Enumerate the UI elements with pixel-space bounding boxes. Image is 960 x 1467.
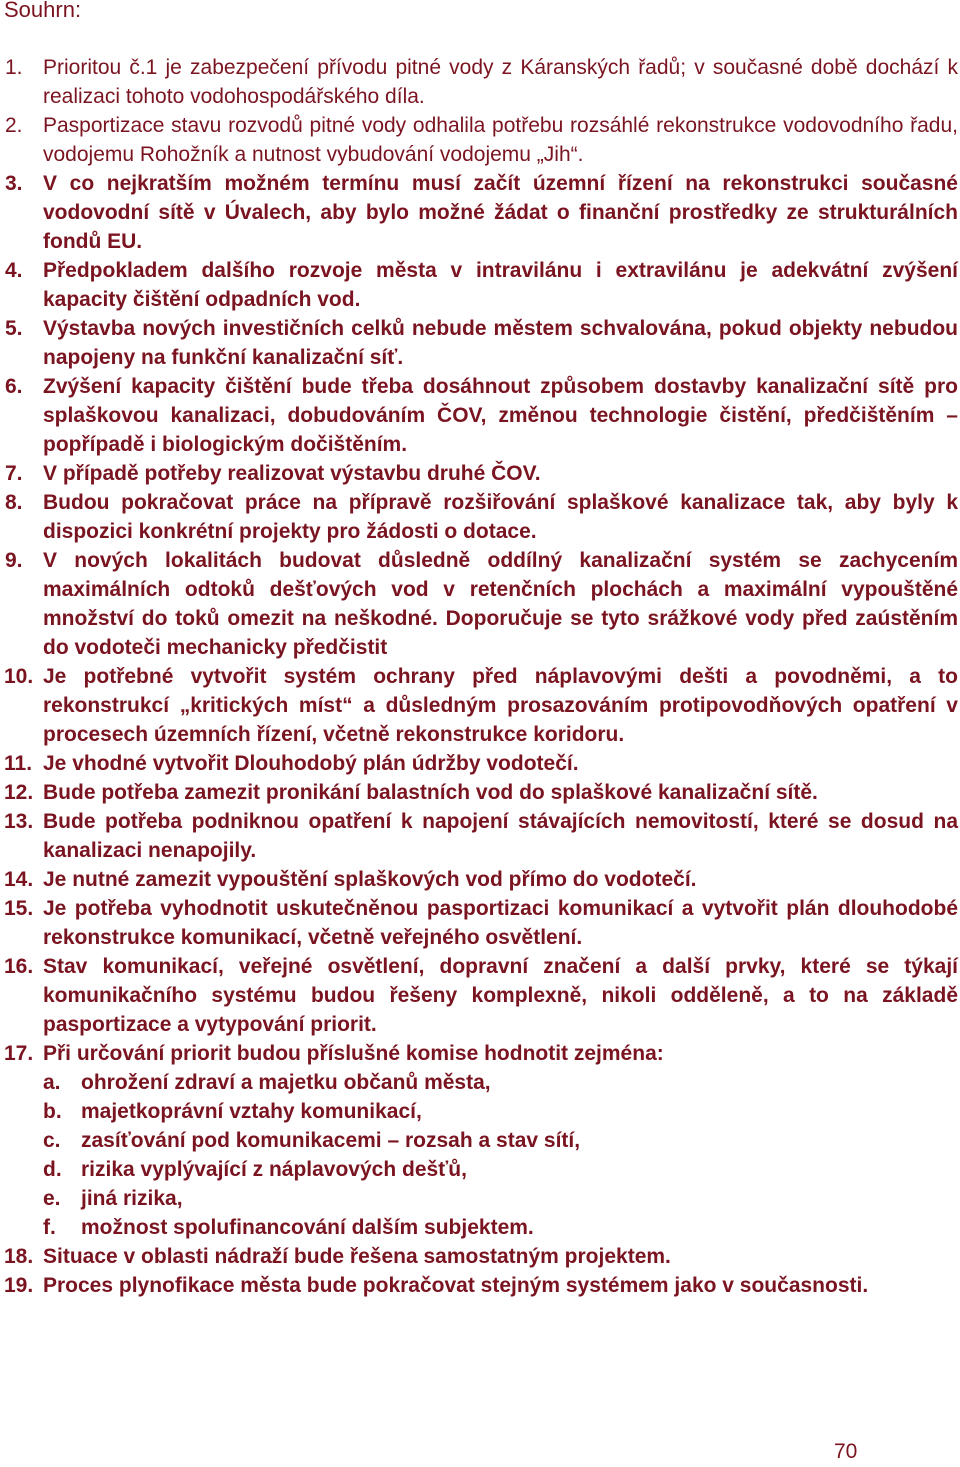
subitem-text: majetkoprávní vztahy komunikací, — [81, 1100, 422, 1123]
list-item-19 — [0, 1271, 958, 1300]
item-text: Při určování priorit budou příslušné komise hodnotit zejména: — [43, 1042, 664, 1065]
subitem-letter: a. — [43, 1071, 61, 1094]
item-number: 16. — [4, 955, 34, 978]
page-number: 70 — [834, 1440, 858, 1463]
item-number: 4. — [5, 259, 23, 282]
item-number: 6. — [5, 375, 23, 398]
summary-list — [0, 53, 958, 1300]
item-number: 1. — [5, 56, 23, 79]
item-text: Budou pokračovat práce na přípravě rozšiřování splaškové kanalizace tak, aby byly k dispozici konkrétní projekty pro žádosti o dotace. — [43, 491, 958, 543]
item-text: Bude potřeba zamezit pronikání balastních vod do splaškové kanalizační sítě. — [43, 781, 818, 804]
list-item-6 — [0, 372, 958, 459]
list-item-7 — [0, 459, 958, 488]
item-text: Předpokladem dalšího rozvoje města v intravilánu i extravilánu je adekvátní zvýšení kapacity čištění odpadních vod. — [43, 259, 958, 311]
list-item-12 — [0, 778, 958, 807]
item-number: 10. — [4, 665, 34, 688]
sublist-item-c — [43, 1126, 958, 1155]
item-number: 18. — [4, 1245, 34, 1268]
list-item-5 — [0, 314, 958, 372]
subitem-text: jiná rizika, — [81, 1187, 183, 1210]
item-number: 13. — [4, 810, 34, 833]
list-item-8 — [0, 488, 958, 546]
list-item-2 — [0, 111, 958, 169]
list-item-1 — [0, 53, 958, 111]
item-text: V případě potřeby realizovat výstavbu druhé ČOV. — [43, 462, 541, 485]
list-item-17 — [0, 1039, 958, 1242]
item-number: 7. — [5, 462, 23, 485]
item-text: Zvýšení kapacity čištění bude třeba dosáhnout způsobem dostavby kanalizační sítě pro splaškovou kanalizaci, dobudováním ČOV, změnou technologie čistění, předčištěním – popřípadě i biologickým dočištěním. — [43, 375, 958, 456]
item-text: Prioritou č.1 je zabezpečení přívodu pitné vody z Káranských řadů; v současné době dochází k realizaci tohoto vodohospodářského díla. — [43, 56, 958, 108]
item-text: Je nutné zamezit vypouštění splaškových vod přímo do vodotečí. — [43, 868, 697, 891]
item-text: Pasportizace stavu rozvodů pitné vody odhalila potřebu rozsáhlé rekonstrukce vodovodního řadu, vodojemu Rohožník a nutnost vybudování vodojemu „Jih“. — [43, 114, 958, 166]
item-number: 15. — [4, 897, 34, 920]
list-item-11 — [0, 749, 958, 778]
page-heading: Souhrn: — [4, 0, 82, 22]
sublist-item-f — [43, 1213, 958, 1242]
subitem-text: možnost spolufinancování dalším subjektem. — [81, 1216, 534, 1239]
item-text: Situace v oblasti nádraží bude řešena samostatným projektem. — [43, 1245, 671, 1268]
list-item-14 — [0, 865, 958, 894]
list-item-15 — [0, 894, 958, 952]
subitem-letter: c. — [43, 1129, 61, 1152]
item-number: 9. — [5, 549, 23, 572]
subitem-letter: b. — [43, 1100, 62, 1123]
list-item-13 — [0, 807, 958, 865]
list-item-18 — [0, 1242, 958, 1271]
item-number: 12. — [4, 781, 34, 804]
item-number: 2. — [5, 114, 23, 137]
sublist-item-b — [43, 1097, 958, 1126]
item-number: 17. — [4, 1042, 34, 1065]
item-text: Je potřebné vytvořit systém ochrany před náplavovými dešti a povodněmi, a to rekonstrukcí „kritických míst“ a důsledným prosazováním protipovodňových opatření v procesech územních řízení, včetně rekonstrukce koridoru. — [43, 665, 958, 746]
sublist-item-a — [43, 1068, 958, 1097]
list-item-16 — [0, 952, 958, 1039]
item-number: 8. — [5, 491, 23, 514]
subitem-letter: f. — [43, 1216, 56, 1239]
item-text: Stav komunikací, veřejné osvětlení, dopravní značení a další prvky, které se týkají komunikačního systému budou řešeny komplexně, nikoli odděleně, a to na základě pasportizace a vytypování priorit. — [43, 955, 958, 1036]
item-number: 19. — [4, 1274, 34, 1297]
item-number: 5. — [5, 317, 23, 340]
subitem-letter: d. — [43, 1158, 62, 1181]
item-number: 3. — [5, 172, 23, 195]
subitem-text: rizika vyplývající z náplavových dešťů, — [81, 1158, 467, 1181]
item-text: Je potřeba vyhodnotit uskutečněnou pasportizaci komunikací a vytvořit plán dlouhodobé rekonstrukce komunikací, včetně veřejného osvětlení. — [43, 897, 958, 949]
subitem-text: zasíťování pod komunikacemi – rozsah a stav sítí, — [81, 1129, 581, 1152]
list-item-9 — [0, 546, 958, 662]
item-text: Proces plynofikace města bude pokračovat stejným systémem jako v současnosti. — [43, 1274, 869, 1297]
item-text: Bude potřeba podniknou opatření k napojení stávajících nemovitostí, které se dosud na kanalizaci nenapojily. — [43, 810, 958, 862]
sublist-item-e — [43, 1184, 958, 1213]
priority-criteria-list — [43, 1068, 958, 1242]
list-item-3 — [0, 169, 958, 256]
item-number: 14. — [4, 868, 34, 891]
list-item-4 — [0, 256, 958, 314]
item-text: Je vhodné vytvořit Dlouhodobý plán údržby vodotečí. — [43, 752, 579, 775]
subitem-text: ohrožení zdraví a majetku občanů města, — [81, 1071, 491, 1094]
sublist-item-d — [43, 1155, 958, 1184]
item-text: V co nejkratším možném termínu musí začít územní řízení na rekonstrukci současné vodovodní sítě v Úvalech, aby bylo možné žádat o finanční prostředky ze strukturálních fondů EU. — [43, 172, 958, 253]
list-item-10 — [0, 662, 958, 749]
item-text: V nových lokalitách budovat důsledně oddílný kanalizační systém se zachycením maximálních odtoků dešťových vod v retenčních plochách a maximální vypouštěné množství do toků omezit na neškodné. Doporučuje se tyto srážkové vody před zaústěním do vodoteči mechanicky předčistit — [43, 549, 958, 659]
item-text: Výstavba nových investičních celků nebude městem schvalována, pokud objekty nebudou napojeny na funkční kanalizační síť. — [43, 317, 958, 369]
subitem-letter: e. — [43, 1187, 61, 1210]
item-number: 11. — [4, 752, 33, 775]
